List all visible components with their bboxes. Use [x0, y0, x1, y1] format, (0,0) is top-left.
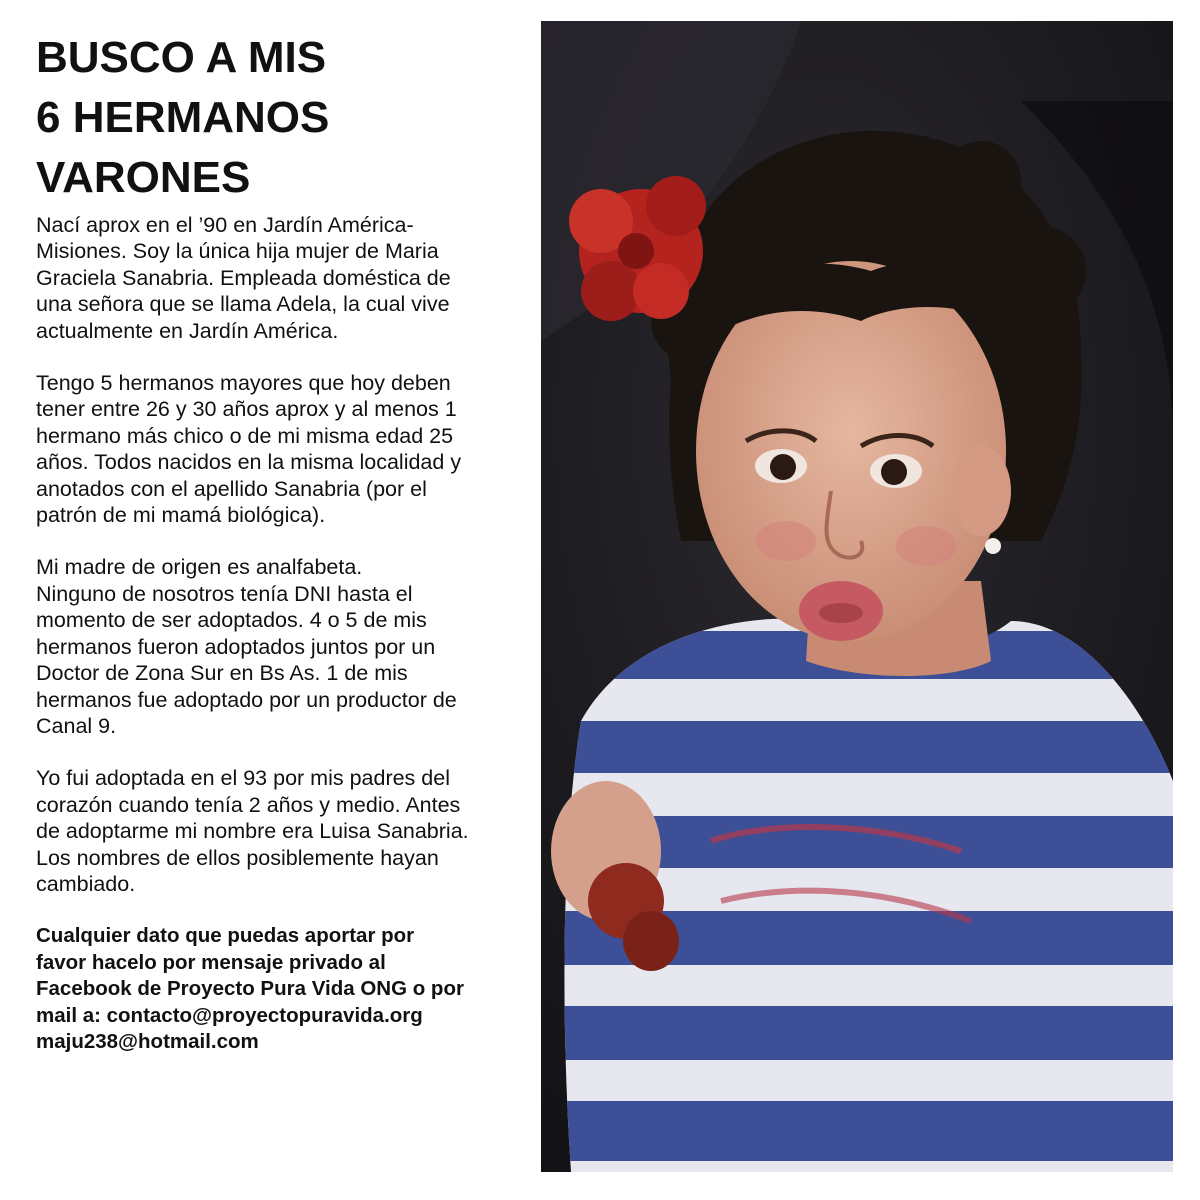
- text-line: de adoptarme mi nombre era Luisa Sanabria.: [36, 819, 469, 844]
- text-line: patrón de mi mamá biológica).: [36, 503, 326, 528]
- paragraph-origin: [36, 554, 536, 739]
- text-line: tener entre 26 y 30 años aprox y al menos 1: [36, 397, 457, 422]
- cheek: [896, 526, 956, 566]
- text-line: Graciela Sanabria. Empleada doméstica de: [36, 265, 451, 290]
- text-line: años. Todos nacidos en la misma localidad y: [36, 450, 462, 475]
- title-line: VARONES: [36, 153, 251, 202]
- text-line: Tengo 5 hermanos mayores que hoy deben: [36, 371, 451, 396]
- contact-info: [36, 923, 536, 1055]
- text-line: hermanos fueron adoptados juntos por un: [36, 634, 436, 659]
- text-line: Doctor de Zona Sur en Bs As. 1 de mis: [36, 661, 408, 686]
- paragraph-siblings: [36, 370, 536, 528]
- text-line: cambiado.: [36, 871, 136, 896]
- ear: [951, 446, 1011, 536]
- text-line: momento de ser adoptados. 4 o 5 de mis: [36, 608, 427, 633]
- title-line: 6 HERMANOS: [36, 93, 330, 142]
- flower-hair-clip: [569, 176, 706, 321]
- text-line: Ninguno de nosotros tenía DNI hasta el: [36, 581, 413, 606]
- contact-line: Cualquier dato que puedas aportar por: [36, 924, 415, 948]
- child-photo: [541, 21, 1173, 1172]
- child-photo-illustration: [541, 21, 1173, 1172]
- text-line: corazón cuando tenía 2 años y medio. Antes: [36, 792, 461, 817]
- text-line: Misiones. Soy la única hija mujer de Maria: [36, 239, 439, 264]
- text-line: anotados con el apellido Sanabria (por el: [36, 476, 427, 501]
- title-line: BUSCO A MIS: [36, 33, 327, 82]
- contact-email-line: mail a: contacto@proyectopuravida.org: [36, 1003, 423, 1027]
- text-line: actualmente en Jardín América.: [36, 318, 339, 343]
- text-line: Canal 9.: [36, 713, 117, 738]
- text-line: hermanos fue adoptado por un productor de: [36, 687, 457, 712]
- text-line: Los nombres de ellos posiblemente hayan: [36, 845, 439, 870]
- poster-text-column: [36, 28, 536, 1055]
- text-line: Mi madre de origen es analfabeta.: [36, 555, 363, 580]
- lips-center: [819, 603, 863, 623]
- earring: [985, 538, 1001, 554]
- contact-line: favor hacelo por mensaje privado al: [36, 950, 386, 974]
- text-line: hermano más chico o de mi misma edad 25: [36, 423, 454, 448]
- contact-email-line: maju238@hotmail.com: [36, 1029, 259, 1053]
- text-line: Yo fui adoptada en el 93 por mis padres del: [36, 766, 450, 791]
- paragraph-birth: [36, 212, 536, 344]
- text-line: una señora que se llama Adela, la cual vive: [36, 292, 450, 317]
- poster-title: [36, 28, 536, 208]
- paragraph-adoption: [36, 765, 536, 897]
- text-line: Nací aprox en el ’90 en Jardín América-: [36, 213, 414, 237]
- cheek: [756, 521, 816, 561]
- contact-line: Facebook de Proyecto Pura Vida ONG o por: [36, 977, 464, 1001]
